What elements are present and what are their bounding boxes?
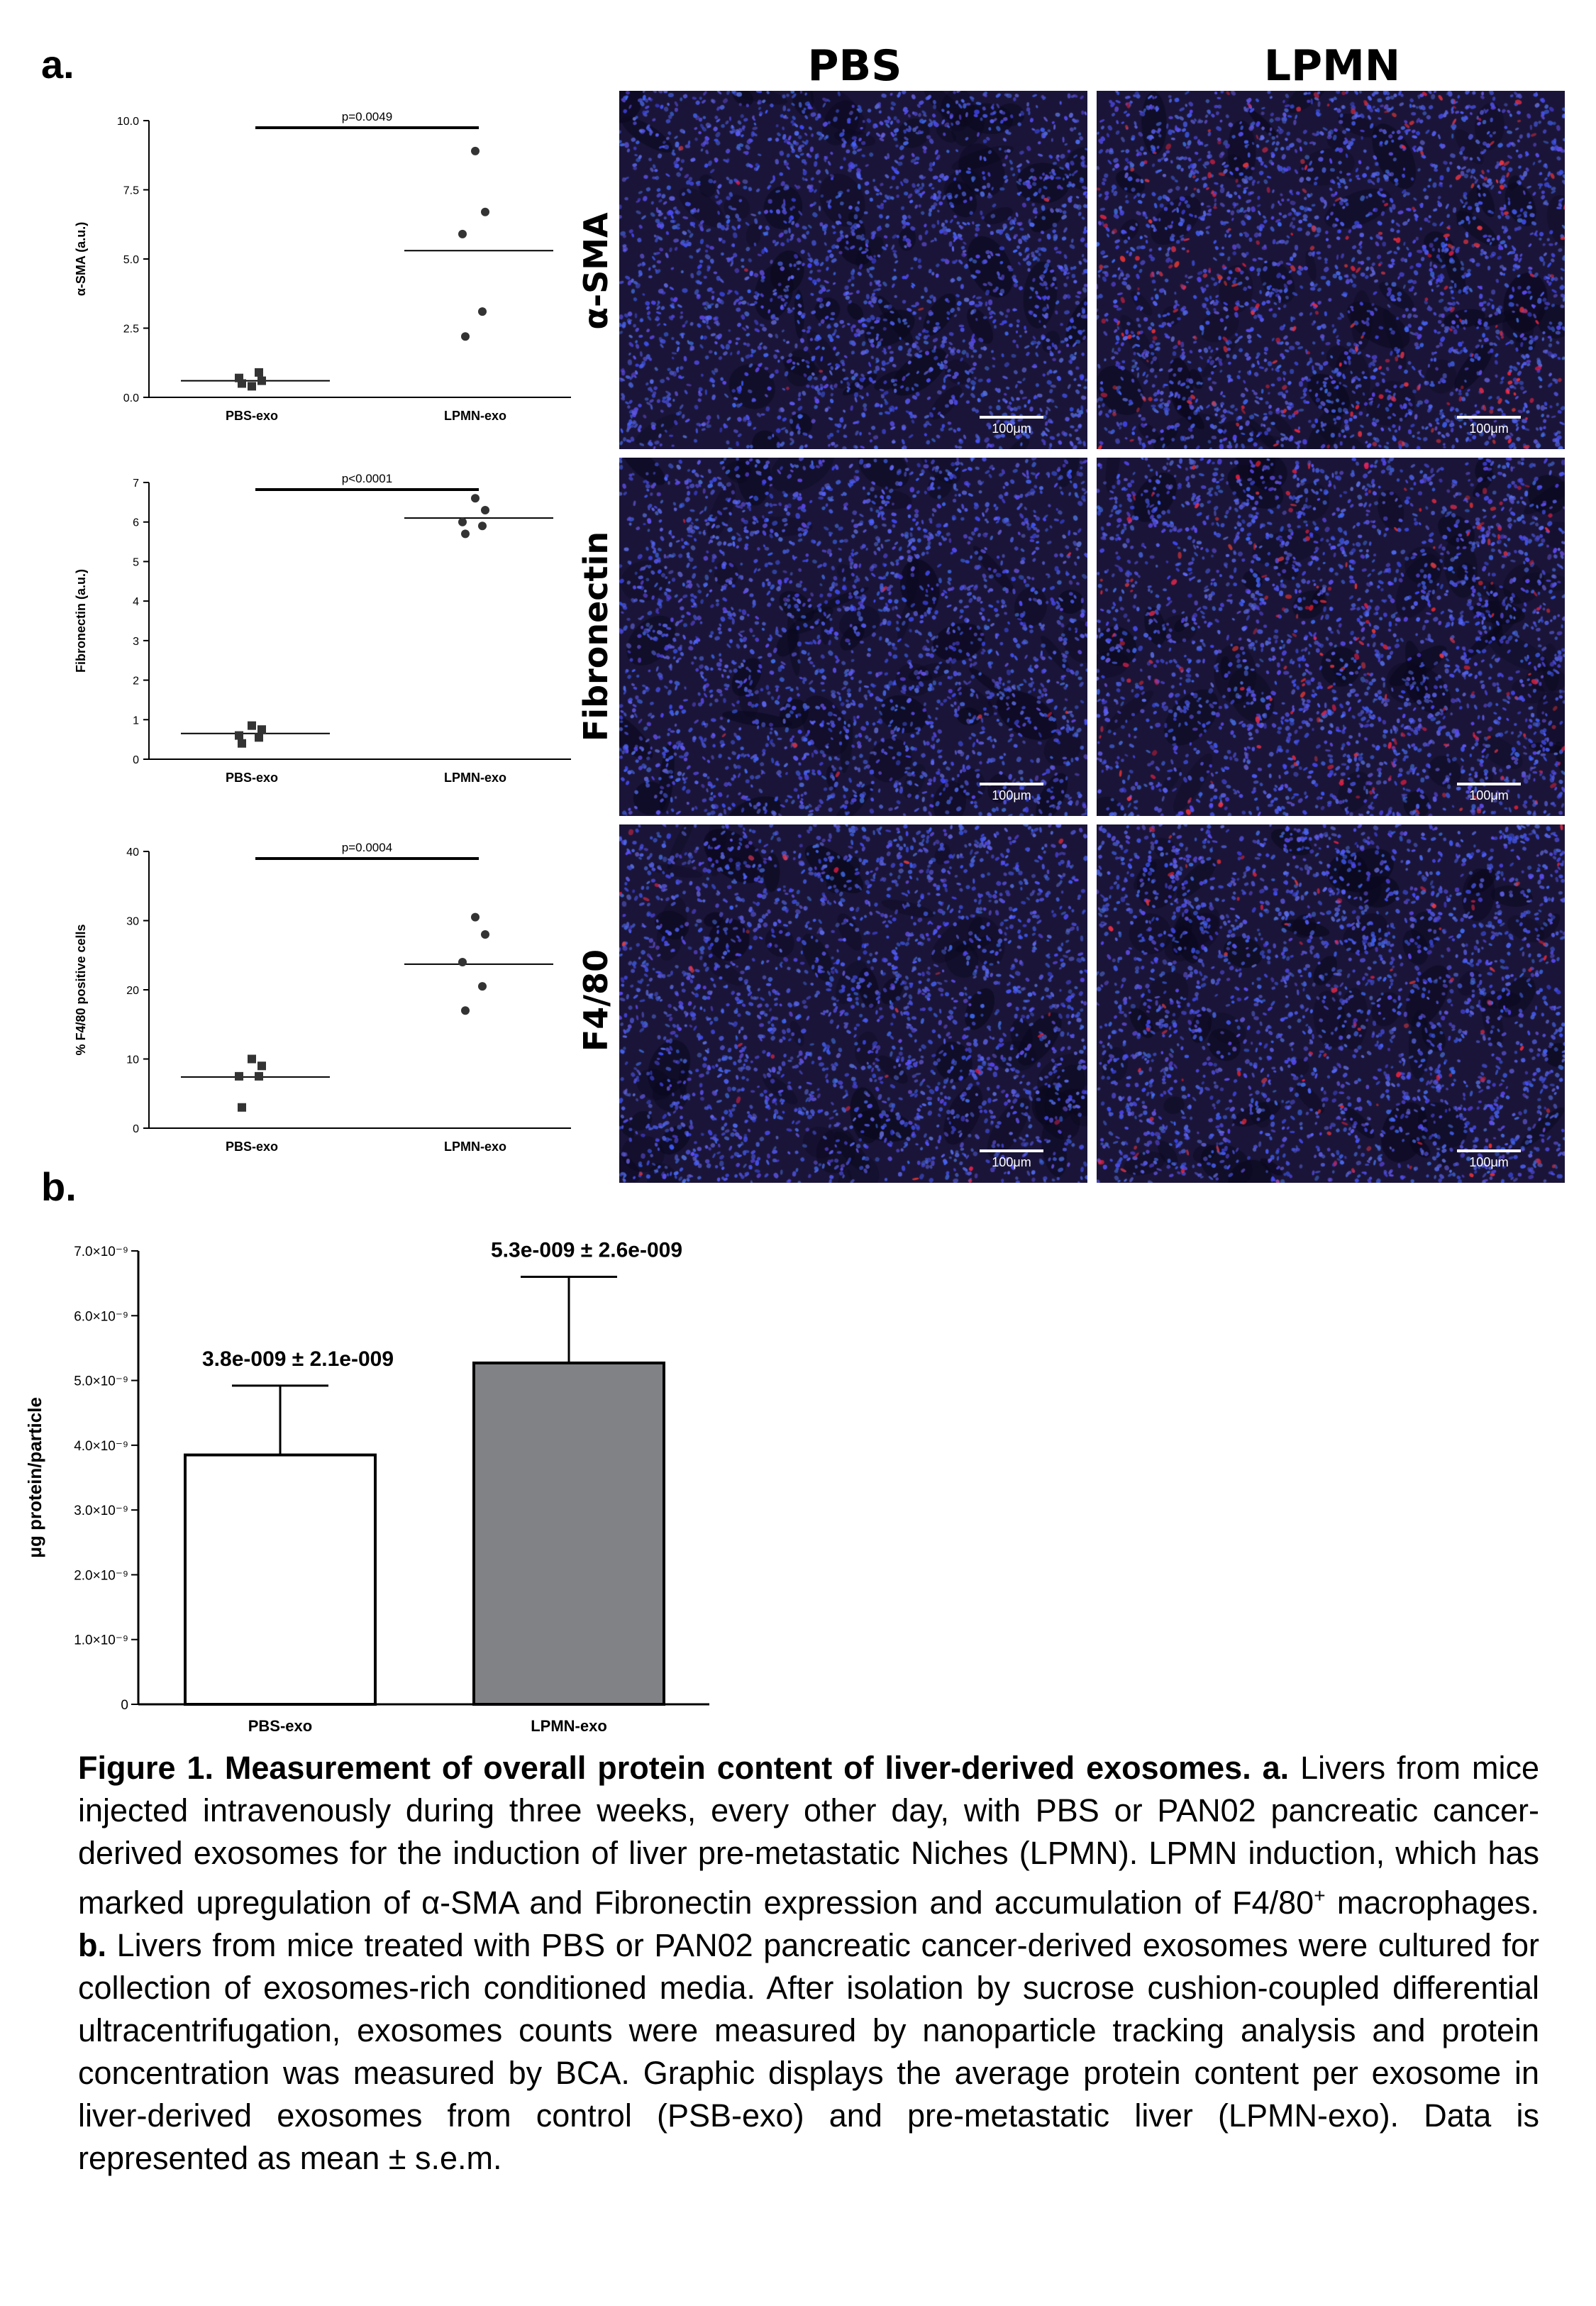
p-value-label: p<0.0001 <box>341 472 393 485</box>
p-value-label: p=0.0004 <box>341 841 393 854</box>
data-point <box>248 382 256 390</box>
data-point <box>235 1072 243 1081</box>
caption-part-2: macrophages. <box>1325 1885 1539 1921</box>
x-tick-label: LPMN-exo <box>443 1140 507 1154</box>
y-tick-label: 1.0×10⁻⁹ <box>74 1633 128 1648</box>
caption-sup: + <box>1314 1885 1326 1907</box>
y-tick-label: 10.0 <box>116 116 139 128</box>
y-tick-label: 4.0×10⁻⁹ <box>74 1438 128 1454</box>
y-axis-label: α-SMA (a.u.) <box>74 221 88 297</box>
data-point <box>248 722 256 730</box>
data-point <box>481 208 489 216</box>
data-point <box>461 1006 470 1015</box>
y-tick-label: 10 <box>126 1054 139 1066</box>
y-tick-label: 40 <box>126 846 139 859</box>
y-tick-label: 2.0×10⁻⁹ <box>74 1568 128 1584</box>
data-point <box>257 377 266 385</box>
x-tick-label: LPMN-exo <box>443 409 507 423</box>
data-point <box>478 982 487 991</box>
data-point <box>255 368 263 377</box>
data-point <box>461 332 470 341</box>
x-tick-label: LPMN-exo <box>443 771 507 785</box>
micrograph-lpmn-alpha-sma <box>1097 91 1565 449</box>
data-point <box>238 380 246 388</box>
y-tick-label: 5 <box>133 556 139 569</box>
data-point <box>257 725 266 734</box>
scale-bar: 100μm <box>980 1149 1043 1170</box>
y-tick-label: 2 <box>133 675 139 688</box>
scale-bar: 100μm <box>1457 1149 1521 1170</box>
scale-bar: 100μm <box>1457 783 1521 803</box>
data-point <box>478 522 487 530</box>
data-point <box>458 958 467 966</box>
y-tick-label: 0 <box>133 754 139 766</box>
y-tick-label: 7.5 <box>123 184 139 197</box>
bar <box>185 1455 375 1704</box>
fibronectin-scatter-chart <box>43 461 582 809</box>
y-axis-label: μg protein/particle <box>24 1397 45 1558</box>
data-point <box>235 732 243 740</box>
y-tick-label: 4 <box>133 596 139 609</box>
y-tick-label: 5.0×10⁻⁹ <box>74 1374 128 1389</box>
scale-bar: 100μm <box>980 783 1043 803</box>
panel-b-label: b. <box>41 1164 77 1209</box>
x-tick-label: PBS-exo <box>248 1717 313 1735</box>
caption-b-label: b. <box>78 1927 106 1963</box>
x-tick-label: PBS-exo <box>225 771 279 785</box>
y-tick-label: 7 <box>133 478 139 490</box>
y-tick-label: 3 <box>133 635 139 648</box>
data-point <box>238 1103 246 1112</box>
p-value-label: p=0.0049 <box>341 110 393 123</box>
data-point <box>471 913 480 922</box>
data-point <box>458 518 467 526</box>
micrograph-lpmn-fibronectin <box>1097 458 1565 816</box>
data-point <box>471 147 480 155</box>
protein-per-particle-bar-chart <box>14 1231 724 1742</box>
micrograph-lpmn-f480 <box>1097 824 1565 1183</box>
data-point <box>255 733 263 741</box>
col-header-lpmn: LPMN <box>1263 41 1401 91</box>
data-point <box>458 230 467 238</box>
y-tick-label: 7.0×10⁻⁹ <box>74 1245 128 1259</box>
y-tick-label: 5.0 <box>123 254 139 266</box>
data-point <box>481 506 489 514</box>
panel-a-label: a. <box>41 42 74 87</box>
row-header-f480: F4/80 <box>577 949 615 1052</box>
y-tick-label: 0 <box>133 1123 139 1135</box>
data-point <box>257 1061 266 1070</box>
y-tick-label: 0 <box>121 1698 128 1713</box>
data-point <box>255 1072 263 1081</box>
y-tick-label: 1 <box>133 715 139 727</box>
micrograph-pbs-fibronectin <box>619 458 1087 816</box>
y-axis-label: % F4/80 positive cells <box>74 924 88 1056</box>
row-header-alpha-sma: α-SMA <box>577 212 615 330</box>
micrograph-pbs-f480 <box>619 824 1087 1183</box>
bar <box>474 1363 664 1704</box>
x-tick-label: PBS-exo <box>225 409 279 423</box>
micrograph-pbs-alpha-sma <box>619 91 1087 449</box>
data-point <box>238 739 246 748</box>
figure-caption <box>78 1747 1539 2180</box>
x-tick-label: LPMN-exo <box>531 1717 607 1735</box>
y-tick-label: 6.0×10⁻⁹ <box>74 1309 128 1325</box>
row-header-fibronectin: Fibronectin <box>577 531 615 742</box>
caption-part-3: Livers from mice treated with PBS or PAN02 pancreatic cancer-derived exosomes were cultured for collection of exosomes-rich conditioned media. After isolation by sucrose cushion-coupled differential ultracentrifugation, exosomes counts were measured by nanoparticle tracking analysis and protein concentration was measured by BCA. Graphic displays the average protein content per exosome in liver-derived exosomes from control (PSB-exo) and pre-metastatic liver (LPMN-exo). Data is represented as mean ± s.e.m. <box>78 1927 1539 2176</box>
y-tick-label: 2.5 <box>123 323 139 336</box>
data-point <box>461 529 470 538</box>
scale-bar: 100μm <box>980 416 1043 436</box>
scale-bar: 100μm <box>1457 416 1521 436</box>
caption-a-label: a. <box>1262 1750 1290 1786</box>
y-tick-label: 30 <box>126 915 139 928</box>
value-label: 3.8e-009 ± 2.1e-009 <box>202 1347 394 1371</box>
caption-title: Figure 1. Measurement of overall protein content of liver-derived exosomes. <box>78 1750 1251 1786</box>
data-point <box>481 930 489 939</box>
alpha-sma-scatter-chart <box>43 99 582 447</box>
y-tick-label: 0.0 <box>123 392 139 404</box>
caption-part-1: Livers from mice injected intravenously during three weeks, every other day, with PBS or PAN02 pancreatic cancer-derived exosomes for the induction of liver pre-metastatic Niches (LPMN). LPMN induction, which has marked upregulation of α-SMA and Fibronectin expression and accumulation of F4/80 <box>78 1750 1539 1921</box>
y-axis-label: Fibronectin (a.u.) <box>74 569 88 673</box>
col-header-pbs: PBS <box>807 41 902 91</box>
data-point <box>478 307 487 316</box>
y-tick-label: 6 <box>133 517 139 529</box>
x-tick-label: PBS-exo <box>225 1140 279 1154</box>
data-point <box>248 1055 256 1064</box>
data-point <box>471 494 480 502</box>
f480-scatter-chart <box>43 830 582 1178</box>
value-label: 5.3e-009 ± 2.6e-009 <box>491 1238 682 1262</box>
y-tick-label: 3.0×10⁻⁹ <box>74 1504 128 1519</box>
y-tick-label: 20 <box>126 985 139 997</box>
